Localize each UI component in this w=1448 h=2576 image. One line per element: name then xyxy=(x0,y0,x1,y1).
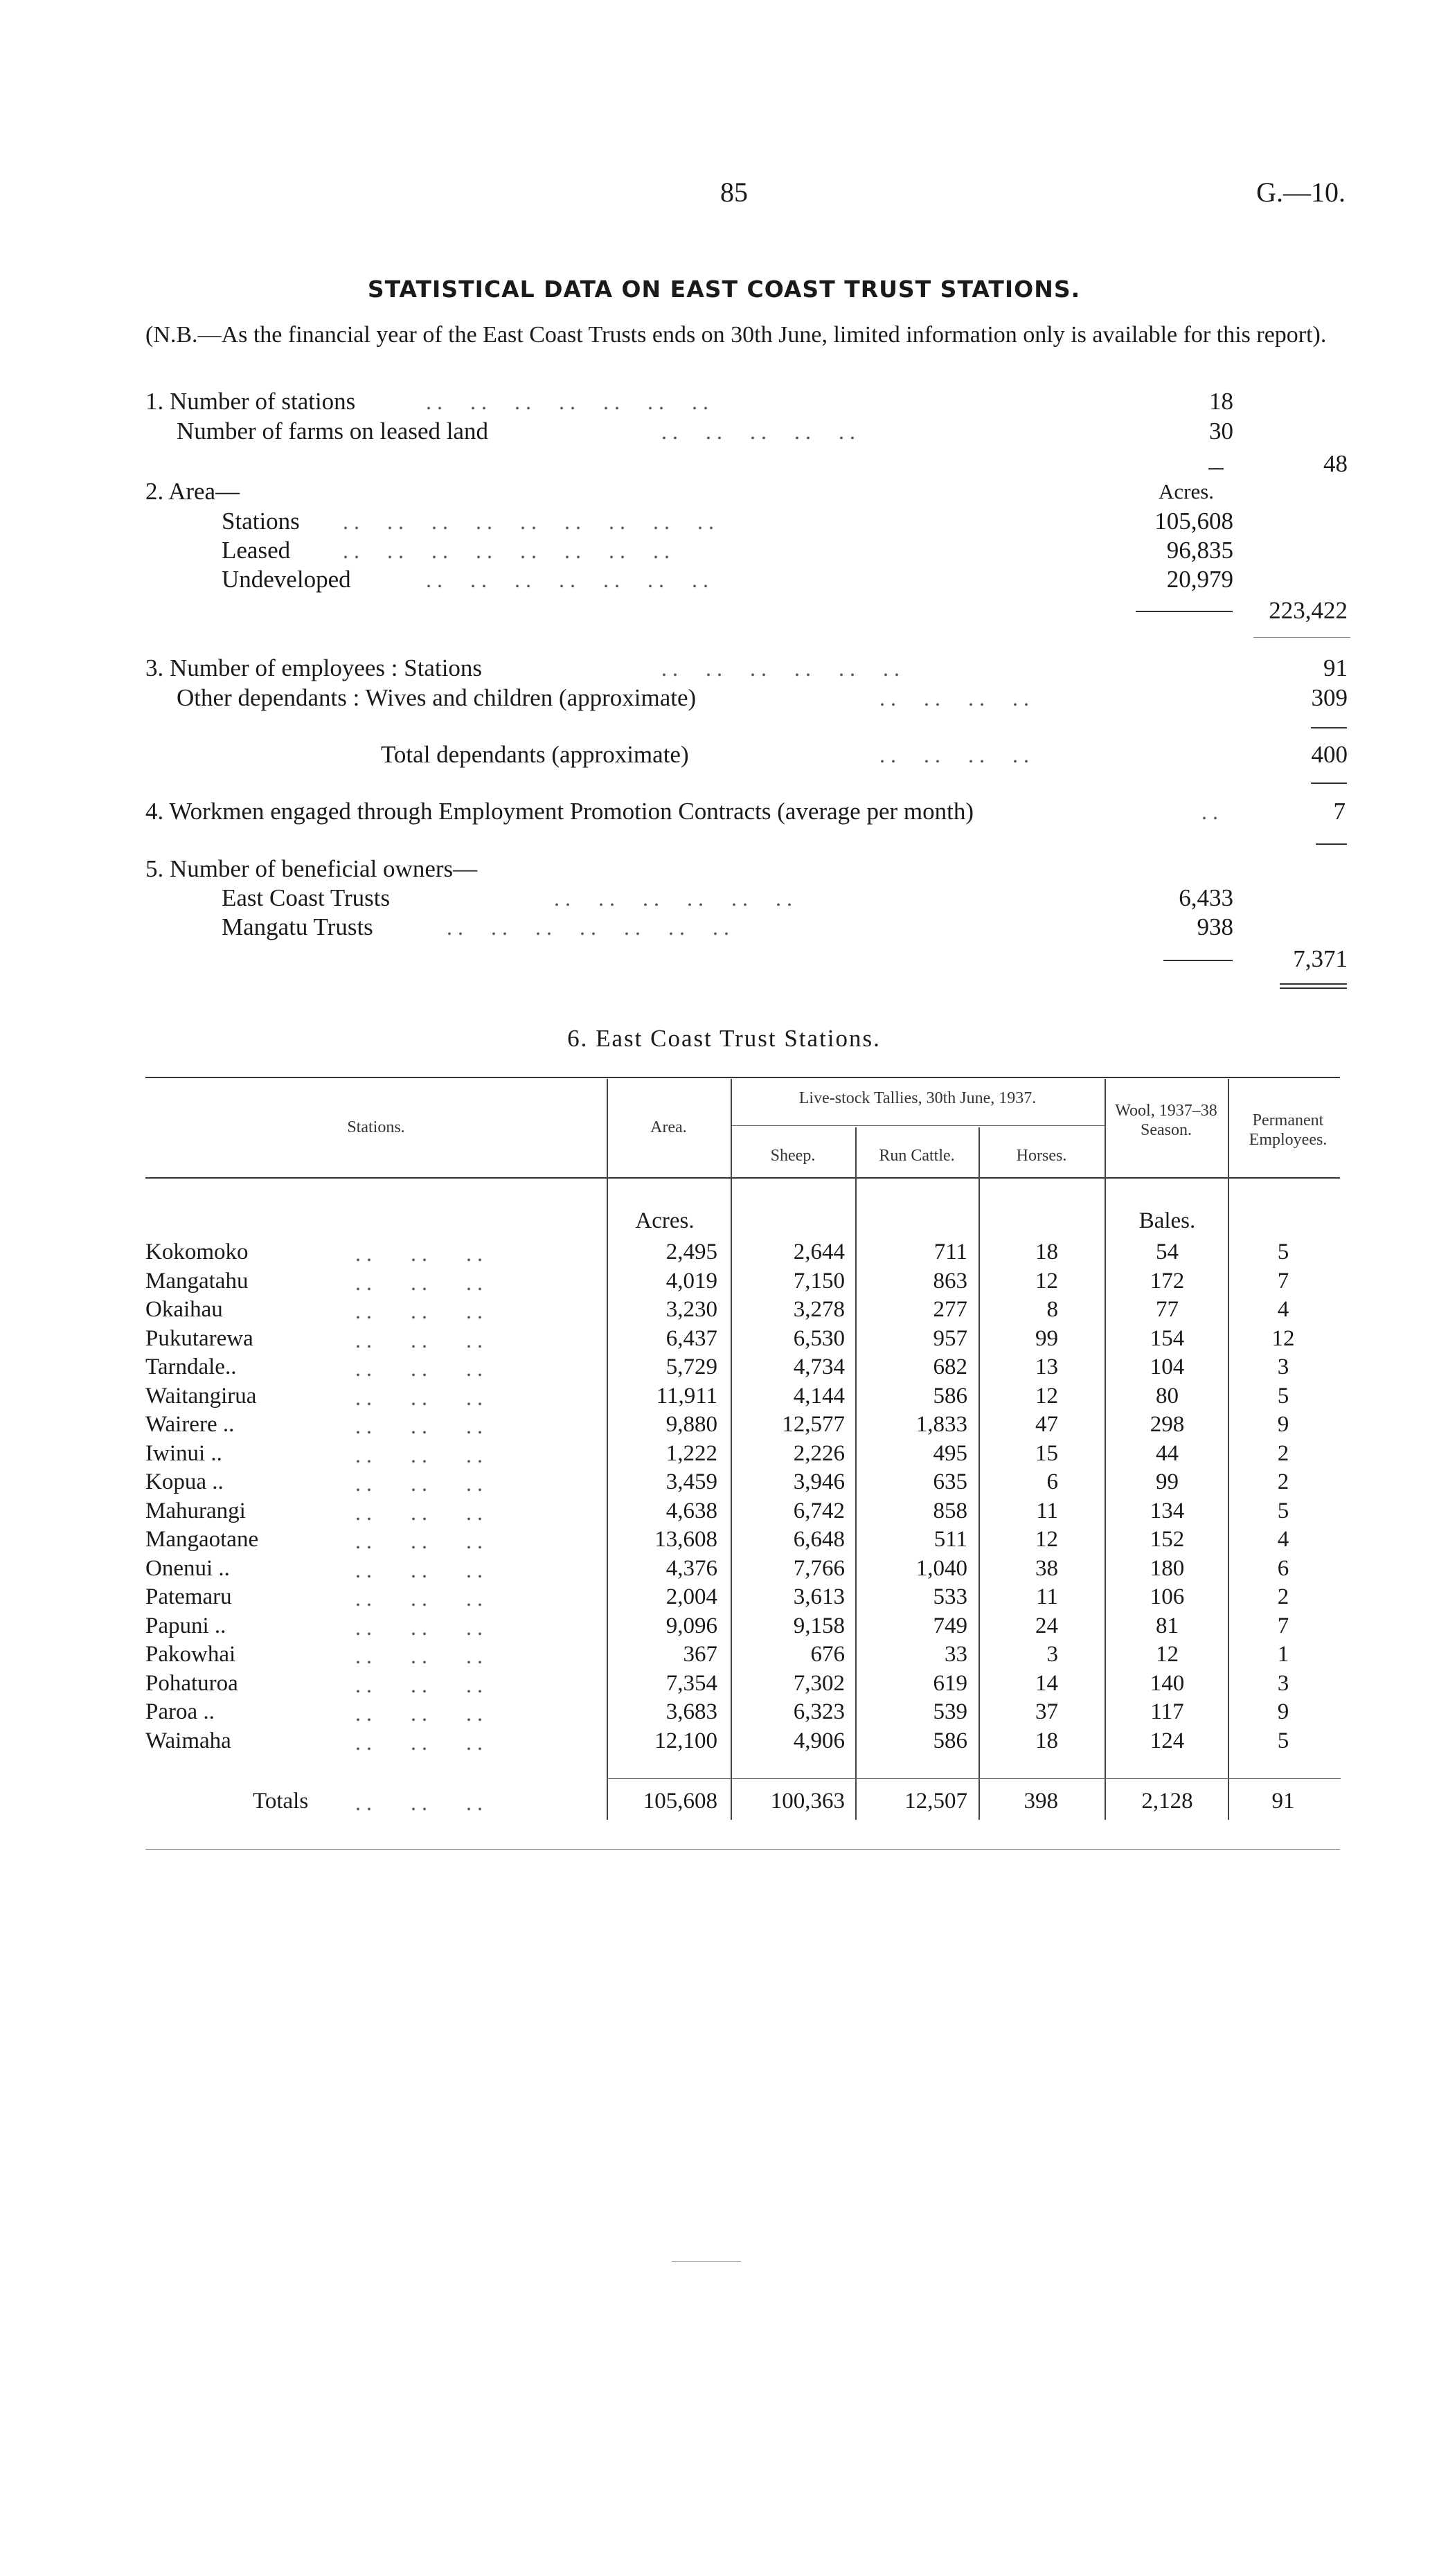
wool-cell: 99 xyxy=(1156,1469,1179,1494)
table-bottom-rule xyxy=(145,1849,1340,1850)
area-cell: 3,230 xyxy=(665,1297,717,1322)
leader-dots: . . . . . . xyxy=(355,1790,483,1815)
area-cell: 2,004 xyxy=(665,1584,717,1609)
horses-cell: 12 xyxy=(1035,1268,1058,1294)
run-cattle-cell: 682 xyxy=(933,1354,967,1379)
sheep-cell: 676 xyxy=(810,1642,845,1667)
totals-cattle: 12,507 xyxy=(904,1789,967,1814)
farms-total-value: 48 xyxy=(1323,450,1348,477)
area-cell: 4,638 xyxy=(665,1498,717,1523)
leader-dots: . . . . . . . . . . . . xyxy=(554,886,792,911)
leader-dots: . . . . . . xyxy=(355,1384,483,1410)
leader-dots: . . . . . . xyxy=(355,1442,483,1467)
run-cattle-cell: 277 xyxy=(933,1297,967,1322)
leader-dots: . . . . . . xyxy=(355,1557,483,1582)
area-cell: 4,019 xyxy=(665,1268,717,1294)
sheep-cell: 4,906 xyxy=(793,1728,845,1753)
table-top-rule xyxy=(145,1077,1340,1078)
wool-cell: 298 xyxy=(1150,1412,1185,1437)
run-cattle-cell: 495 xyxy=(933,1440,967,1466)
header-sheep: Sheep. xyxy=(770,1147,816,1165)
leader-dots: . . . . . . . . . . . . . . . . xyxy=(343,538,670,563)
employees-cell: 6 xyxy=(1277,1555,1289,1581)
employees-stations-value: 91 xyxy=(1323,654,1348,681)
sheep-cell: 3,613 xyxy=(793,1584,845,1609)
sheep-cell: 3,278 xyxy=(793,1297,845,1322)
beneficial-owners-total: 7,371 xyxy=(1293,945,1348,972)
mangatu-trusts-label: Mangatu Trusts xyxy=(222,913,373,940)
wool-cell: 12 xyxy=(1156,1642,1179,1667)
area-unit-label: Acres. xyxy=(635,1208,695,1233)
sheep-cell: 6,323 xyxy=(793,1699,845,1724)
wool-cell: 44 xyxy=(1156,1440,1179,1466)
leader-dots: . . . . . . . . . . xyxy=(661,419,855,444)
run-cattle-cell: 957 xyxy=(933,1325,967,1351)
header-employees: Permanent Employees. xyxy=(1249,1111,1328,1149)
column-rule xyxy=(1105,1079,1106,1820)
wool-cell: 77 xyxy=(1156,1297,1179,1322)
workmen-value: 7 xyxy=(1333,798,1346,825)
double-rule xyxy=(1280,987,1347,989)
run-cattle-cell: 511 xyxy=(933,1527,967,1552)
leader-dots: . . . . . . xyxy=(355,1413,483,1438)
leader-dots: . . . . . . xyxy=(355,1298,483,1323)
wool-cell: 54 xyxy=(1156,1240,1179,1264)
leader-dots: . . . . . . . . . . . . . . xyxy=(426,389,708,414)
station-name: Papuni .. xyxy=(145,1613,226,1638)
sheep-cell: 4,734 xyxy=(793,1354,845,1379)
area-cell: 4,376 xyxy=(665,1555,717,1581)
page-number: 85 xyxy=(720,177,748,208)
total-dependants-label: Total dependants (approximate) xyxy=(381,741,689,768)
employees-cell: 5 xyxy=(1277,1240,1289,1264)
area-leased-value: 96,835 xyxy=(1166,537,1233,564)
wool-cell: 80 xyxy=(1156,1383,1179,1408)
run-cattle-cell: 533 xyxy=(933,1584,967,1609)
note-paragraph: (N.B.—As the financial year of the East Coast Trusts ends on 30th June, limited information only is available for this report). xyxy=(145,322,1327,348)
totals-area: 105,608 xyxy=(643,1789,717,1814)
header-bottom-rule xyxy=(145,1177,1340,1179)
horses-cell: 13 xyxy=(1035,1354,1058,1379)
station-name: Waitangirua xyxy=(145,1383,257,1408)
area-cell: 7,354 xyxy=(665,1670,717,1696)
area-cell: 9,880 xyxy=(665,1412,717,1437)
mangatu-trusts-value: 938 xyxy=(1197,913,1233,940)
station-name: Onenui .. xyxy=(145,1555,230,1581)
employees-cell: 3 xyxy=(1277,1670,1289,1696)
sheep-cell: 2,226 xyxy=(793,1440,845,1466)
wool-cell: 172 xyxy=(1150,1268,1185,1294)
workmen-label: 4. Workmen engaged through Employment Promotion Contracts (average per month) xyxy=(145,798,974,825)
employees-cell: 5 xyxy=(1277,1498,1289,1523)
horses-cell: 99 xyxy=(1035,1325,1058,1351)
employees-cell: 2 xyxy=(1277,1584,1289,1609)
sum-rule xyxy=(1208,468,1224,469)
totals-wool: 2,128 xyxy=(1141,1789,1193,1814)
station-name: Kokomoko xyxy=(145,1240,249,1264)
run-cattle-cell: 1,040 xyxy=(915,1555,967,1581)
header-livestock: Live-stock Tallies, 30th June, 1937. xyxy=(798,1089,1037,1107)
station-name: Pohaturoa xyxy=(145,1670,238,1696)
wool-cell: 140 xyxy=(1150,1670,1185,1696)
sheep-cell: 6,530 xyxy=(793,1325,845,1351)
sheep-cell: 7,766 xyxy=(793,1555,845,1581)
horses-cell: 47 xyxy=(1035,1412,1058,1437)
employees-cell: 9 xyxy=(1277,1412,1289,1437)
header-stations: Stations. xyxy=(347,1118,405,1136)
total-dependants-value: 400 xyxy=(1311,741,1348,768)
area-cell: 3,459 xyxy=(665,1469,717,1494)
area-cell: 6,437 xyxy=(665,1325,717,1351)
horses-cell: 3 xyxy=(1046,1642,1058,1667)
employees-cell: 5 xyxy=(1277,1728,1289,1753)
area-cell: 11,911 xyxy=(656,1383,717,1408)
leader-dots: . . . . . . . . xyxy=(879,742,1029,767)
station-name: Patemaru xyxy=(145,1584,232,1609)
horses-cell: 14 xyxy=(1035,1670,1058,1696)
station-name: Mangaotane xyxy=(145,1527,259,1552)
area-stations-label: Stations xyxy=(222,508,300,535)
station-name: Iwinui .. xyxy=(145,1440,222,1466)
horses-cell: 15 xyxy=(1035,1440,1058,1466)
document-reference: G.—10. xyxy=(1256,177,1346,208)
horses-cell: 18 xyxy=(1035,1240,1058,1264)
area-label: 2. Area— xyxy=(145,478,240,505)
area-cell: 12,100 xyxy=(654,1728,717,1753)
run-cattle-cell: 1,833 xyxy=(915,1412,967,1437)
wool-cell: 106 xyxy=(1150,1584,1185,1609)
employees-cell: 2 xyxy=(1277,1440,1289,1466)
employees-cell: 7 xyxy=(1277,1268,1289,1294)
leader-dots: . . . . . . xyxy=(355,1356,483,1381)
leader-dots: . . . . . . xyxy=(355,1241,483,1266)
totals-sheep: 100,363 xyxy=(770,1789,845,1814)
run-cattle-cell: 749 xyxy=(933,1613,967,1638)
horses-cell: 24 xyxy=(1035,1613,1058,1638)
station-name: Pakowhai xyxy=(145,1642,236,1667)
wool-cell: 134 xyxy=(1150,1498,1185,1523)
sheep-cell: 3,946 xyxy=(793,1469,845,1494)
sheep-cell: 9,158 xyxy=(793,1613,845,1638)
run-cattle-cell: 586 xyxy=(933,1383,967,1408)
sum-rule xyxy=(1253,637,1350,638)
employees-cell: 1 xyxy=(1277,1642,1289,1667)
station-name: Mahurangi xyxy=(145,1498,246,1523)
area-cell: 3,683 xyxy=(665,1699,717,1724)
leader-dots: . . . . . . . . xyxy=(879,686,1029,710)
station-name: Okaihau xyxy=(145,1297,223,1322)
wool-cell: 154 xyxy=(1150,1325,1185,1351)
wool-cell: 180 xyxy=(1150,1555,1185,1581)
stations-count-label: 1. Number of stations xyxy=(145,388,356,415)
sum-rule xyxy=(1311,782,1347,784)
header-wool: Wool, 1937–38 Season. xyxy=(1115,1102,1217,1139)
employees-cell: 4 xyxy=(1277,1297,1289,1322)
leader-dots: . . . . . . xyxy=(355,1269,483,1295)
area-total-value: 223,422 xyxy=(1269,597,1348,624)
sheep-cell: 4,144 xyxy=(793,1383,845,1408)
run-cattle-cell: 863 xyxy=(933,1268,967,1294)
leader-dots: . . . . . . . . . . . . . . xyxy=(447,915,729,940)
sheep-cell: 12,577 xyxy=(782,1412,845,1437)
area-cell: 5,729 xyxy=(665,1354,717,1379)
sheep-cell: 6,742 xyxy=(793,1498,845,1523)
area-unit: Acres. xyxy=(1159,479,1215,503)
horses-cell: 8 xyxy=(1046,1297,1058,1322)
horses-cell: 11 xyxy=(1036,1584,1058,1609)
horses-cell: 6 xyxy=(1046,1469,1058,1494)
wool-cell: 117 xyxy=(1150,1699,1184,1724)
horses-cell: 18 xyxy=(1035,1728,1058,1753)
run-cattle-cell: 619 xyxy=(933,1670,967,1696)
page-title: STATISTICAL DATA ON EAST COAST TRUST STATIONS. xyxy=(367,276,1081,303)
employees-cell: 4 xyxy=(1277,1527,1289,1552)
area-cell: 367 xyxy=(683,1642,717,1667)
sheep-cell: 2,644 xyxy=(793,1240,845,1264)
leader-dots: . . . . . . xyxy=(355,1614,483,1640)
sheep-cell: 7,150 xyxy=(793,1268,845,1294)
sum-rule xyxy=(1316,843,1347,845)
leader-dots: . . . . . . . . . . . . xyxy=(661,656,900,681)
leader-dots: . . . . . . . . . . . . . . xyxy=(426,567,708,592)
leader-dots: . . xyxy=(1201,799,1218,824)
horses-cell: 12 xyxy=(1035,1383,1058,1408)
run-cattle-cell: 711 xyxy=(933,1240,967,1264)
station-name: Wairere .. xyxy=(145,1412,235,1437)
station-name: Mangatahu xyxy=(145,1268,249,1294)
employees-cell: 5 xyxy=(1277,1383,1289,1408)
employees-stations-label: 3. Number of employees : Stations xyxy=(145,654,483,681)
stations-count-value: 18 xyxy=(1209,388,1233,415)
horses-cell: 11 xyxy=(1036,1498,1058,1523)
horses-cell: 38 xyxy=(1035,1555,1058,1581)
leader-dots: . . . . . . xyxy=(355,1499,483,1525)
sum-rule xyxy=(1311,727,1347,728)
totals-rule xyxy=(607,1778,1341,1779)
leader-dots: . . . . . . xyxy=(355,1701,483,1726)
wool-cell: 81 xyxy=(1156,1613,1179,1638)
sheep-cell: 6,648 xyxy=(793,1527,845,1552)
leader-dots: . . . . . . . . . . . . . . . . . . xyxy=(343,509,714,534)
leader-dots: . . . . . . xyxy=(355,1643,483,1668)
area-cell: 13,608 xyxy=(654,1527,717,1552)
east-coast-trusts-value: 6,433 xyxy=(1179,884,1233,911)
beneficial-owners-label: 5. Number of beneficial owners— xyxy=(145,855,478,882)
employees-cell: 3 xyxy=(1277,1354,1289,1379)
leader-dots: . . . . . . xyxy=(355,1729,483,1755)
run-cattle-cell: 586 xyxy=(933,1728,967,1753)
employees-cell: 9 xyxy=(1277,1699,1289,1724)
employees-cell: 2 xyxy=(1277,1469,1289,1494)
horses-cell: 12 xyxy=(1035,1527,1058,1552)
leader-dots: . . . . . . xyxy=(355,1672,483,1697)
header-run-cattle: Run Cattle. xyxy=(879,1147,955,1165)
run-cattle-cell: 33 xyxy=(945,1642,967,1667)
employees-cell: 12 xyxy=(1271,1325,1295,1351)
station-name: Kopua .. xyxy=(145,1469,224,1494)
area-cell: 9,096 xyxy=(665,1613,717,1638)
table-title: 6. East Coast Trust Stations. xyxy=(567,1025,881,1052)
other-dependants-label: Other dependants : Wives and children (approximate) xyxy=(177,684,697,711)
leader-dots: . . . . . . xyxy=(355,1528,483,1553)
header-horses: Horses. xyxy=(1016,1147,1067,1165)
wool-cell: 104 xyxy=(1150,1354,1185,1379)
wool-cell: 152 xyxy=(1150,1527,1185,1552)
employees-cell: 7 xyxy=(1277,1613,1289,1638)
end-rule xyxy=(672,2261,741,2262)
leased-farms-label: Number of farms on leased land xyxy=(177,418,488,445)
livestock-rule xyxy=(731,1125,1105,1126)
wool-cell: 124 xyxy=(1150,1728,1185,1753)
totals-employees: 91 xyxy=(1271,1789,1295,1814)
area-undeveloped-label: Undeveloped xyxy=(222,566,351,593)
leader-dots: . . . . . . xyxy=(355,1586,483,1611)
wool-unit-label: Bales. xyxy=(1138,1208,1196,1233)
sheep-cell: 7,302 xyxy=(793,1670,845,1696)
area-stations-value: 105,608 xyxy=(1154,508,1233,535)
area-cell: 2,495 xyxy=(665,1240,717,1264)
double-rule xyxy=(1280,983,1347,985)
horses-cell: 37 xyxy=(1035,1699,1058,1724)
totals-label: Totals xyxy=(253,1789,309,1814)
area-undeveloped-value: 20,979 xyxy=(1166,566,1233,593)
run-cattle-cell: 858 xyxy=(933,1498,967,1523)
sum-rule xyxy=(1163,960,1233,961)
station-name: Paroa .. xyxy=(145,1699,215,1724)
station-name: Pukutarewa xyxy=(145,1325,253,1351)
station-name: Tarndale.. xyxy=(145,1354,237,1379)
other-dependants-value: 309 xyxy=(1311,684,1348,711)
east-coast-trusts-label: East Coast Trusts xyxy=(222,884,391,911)
leased-farms-value: 30 xyxy=(1209,418,1233,445)
leader-dots: . . . . . . xyxy=(355,1327,483,1352)
sum-rule xyxy=(1136,611,1233,612)
header-area: Area. xyxy=(650,1118,687,1136)
area-leased-label: Leased xyxy=(222,537,291,564)
leader-dots: . . . . . . xyxy=(355,1471,483,1496)
station-name: Waimaha xyxy=(145,1728,231,1753)
run-cattle-cell: 635 xyxy=(933,1469,967,1494)
run-cattle-cell: 539 xyxy=(933,1699,967,1724)
area-cell: 1,222 xyxy=(665,1440,717,1466)
totals-horses: 398 xyxy=(1024,1789,1058,1814)
